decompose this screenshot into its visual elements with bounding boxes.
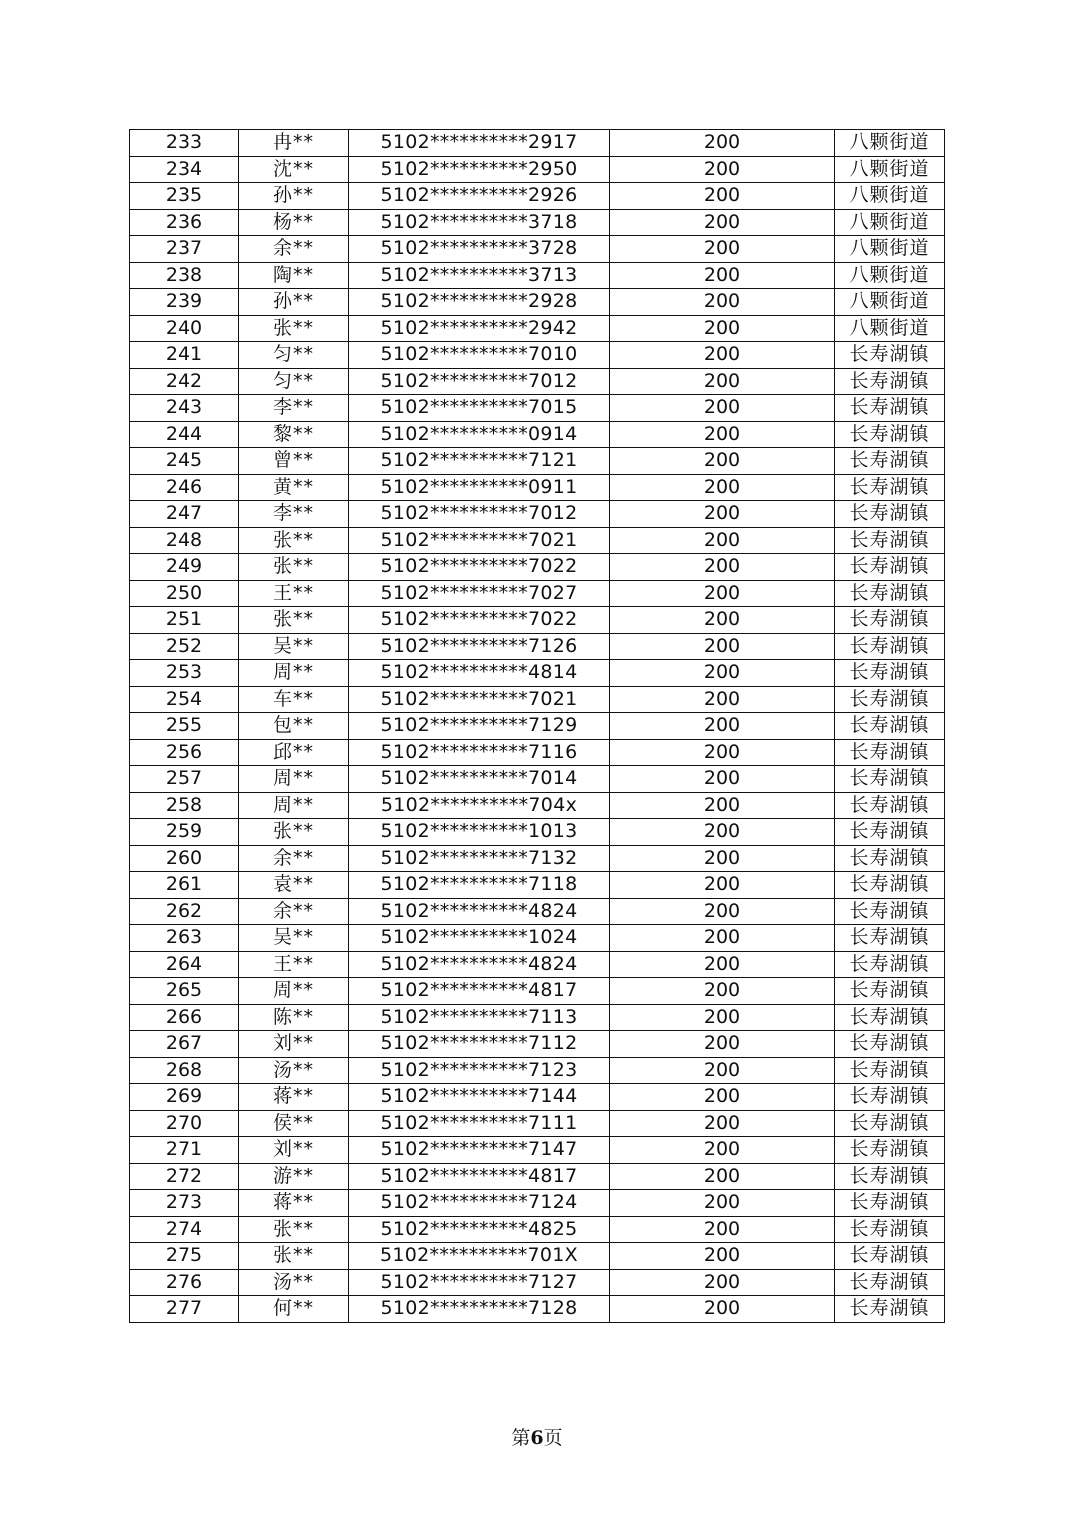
town-cell: 八颗街道 xyxy=(835,262,945,289)
id-number-cell: 5102**********2950 xyxy=(349,156,610,183)
amount-cell: 200 xyxy=(610,315,835,342)
id-number-cell: 5102**********7012 xyxy=(349,501,610,528)
id-number-cell: 5102**********4817 xyxy=(349,978,610,1005)
table-row xyxy=(130,289,945,316)
table-row xyxy=(130,978,945,1005)
serial-cell: 270 xyxy=(130,1110,239,1137)
town-cell: 长寿湖镇 xyxy=(835,633,945,660)
serial-cell: 271 xyxy=(130,1137,239,1164)
table-row xyxy=(130,527,945,554)
name-cell: 匀** xyxy=(239,342,349,369)
id-number-cell: 5102**********7022 xyxy=(349,607,610,634)
table-row xyxy=(130,660,945,687)
town-cell: 八颗街道 xyxy=(835,156,945,183)
table-row xyxy=(130,1084,945,1111)
serial-cell: 258 xyxy=(130,792,239,819)
table-row xyxy=(130,792,945,819)
id-number-cell: 5102**********2917 xyxy=(349,130,610,157)
amount-cell: 200 xyxy=(610,236,835,263)
town-cell: 长寿湖镇 xyxy=(835,819,945,846)
id-number-cell: 5102**********7132 xyxy=(349,845,610,872)
id-number-cell: 5102**********7113 xyxy=(349,1004,610,1031)
amount-cell: 200 xyxy=(610,898,835,925)
name-cell: 周** xyxy=(239,660,349,687)
serial-cell: 273 xyxy=(130,1190,239,1217)
amount-cell: 200 xyxy=(610,1057,835,1084)
serial-cell: 233 xyxy=(130,130,239,157)
serial-cell: 259 xyxy=(130,819,239,846)
name-cell: 包** xyxy=(239,713,349,740)
name-cell: 张** xyxy=(239,315,349,342)
serial-cell: 240 xyxy=(130,315,239,342)
amount-cell: 200 xyxy=(610,1137,835,1164)
name-cell: 游** xyxy=(239,1163,349,1190)
id-number-cell: 5102**********7126 xyxy=(349,633,610,660)
serial-cell: 247 xyxy=(130,501,239,528)
name-cell: 蒋** xyxy=(239,1190,349,1217)
serial-cell: 272 xyxy=(130,1163,239,1190)
id-number-cell: 5102**********7116 xyxy=(349,739,610,766)
name-cell: 余** xyxy=(239,236,349,263)
amount-cell: 200 xyxy=(610,262,835,289)
serial-cell: 262 xyxy=(130,898,239,925)
town-cell: 长寿湖镇 xyxy=(835,421,945,448)
town-cell: 长寿湖镇 xyxy=(835,872,945,899)
serial-cell: 245 xyxy=(130,448,239,475)
town-cell: 长寿湖镇 xyxy=(835,1057,945,1084)
id-number-cell: 5102**********7129 xyxy=(349,713,610,740)
name-cell: 王** xyxy=(239,951,349,978)
town-cell: 长寿湖镇 xyxy=(835,1163,945,1190)
id-number-cell: 5102**********7127 xyxy=(349,1269,610,1296)
serial-cell: 265 xyxy=(130,978,239,1005)
amount-cell: 200 xyxy=(610,395,835,422)
town-cell: 长寿湖镇 xyxy=(835,448,945,475)
serial-cell: 268 xyxy=(130,1057,239,1084)
id-number-cell: 5102**********3713 xyxy=(349,262,610,289)
serial-cell: 254 xyxy=(130,686,239,713)
table-row xyxy=(130,1296,945,1323)
serial-cell: 236 xyxy=(130,209,239,236)
town-cell: 长寿湖镇 xyxy=(835,554,945,581)
table-row xyxy=(130,1216,945,1243)
id-number-cell: 5102**********7021 xyxy=(349,686,610,713)
town-cell: 长寿湖镇 xyxy=(835,660,945,687)
town-cell: 长寿湖镇 xyxy=(835,1190,945,1217)
table-row xyxy=(130,633,945,660)
town-cell: 八颗街道 xyxy=(835,130,945,157)
town-cell: 长寿湖镇 xyxy=(835,713,945,740)
town-cell: 长寿湖镇 xyxy=(835,766,945,793)
name-cell: 汤** xyxy=(239,1057,349,1084)
name-cell: 吴** xyxy=(239,633,349,660)
table-row xyxy=(130,580,945,607)
name-cell: 刘** xyxy=(239,1137,349,1164)
name-cell: 吴** xyxy=(239,925,349,952)
amount-cell: 200 xyxy=(610,978,835,1005)
serial-cell: 237 xyxy=(130,236,239,263)
name-cell: 刘** xyxy=(239,1031,349,1058)
id-number-cell: 5102**********7021 xyxy=(349,527,610,554)
table-row xyxy=(130,315,945,342)
id-number-cell: 5102**********4824 xyxy=(349,898,610,925)
serial-cell: 248 xyxy=(130,527,239,554)
serial-cell: 249 xyxy=(130,554,239,581)
table-row xyxy=(130,872,945,899)
name-cell: 李** xyxy=(239,501,349,528)
town-cell: 长寿湖镇 xyxy=(835,951,945,978)
serial-cell: 267 xyxy=(130,1031,239,1058)
amount-cell: 200 xyxy=(610,1004,835,1031)
name-cell: 黎** xyxy=(239,421,349,448)
id-number-cell: 5102**********4814 xyxy=(349,660,610,687)
town-cell: 长寿湖镇 xyxy=(835,898,945,925)
id-number-cell: 5102**********2928 xyxy=(349,289,610,316)
amount-cell: 200 xyxy=(610,130,835,157)
name-cell: 沈** xyxy=(239,156,349,183)
id-number-cell: 5102**********3728 xyxy=(349,236,610,263)
town-cell: 长寿湖镇 xyxy=(835,501,945,528)
serial-cell: 274 xyxy=(130,1216,239,1243)
serial-cell: 246 xyxy=(130,474,239,501)
serial-cell: 266 xyxy=(130,1004,239,1031)
roster-table xyxy=(129,129,945,1323)
town-cell: 长寿湖镇 xyxy=(835,1137,945,1164)
town-cell: 长寿湖镇 xyxy=(835,395,945,422)
town-cell: 八颗街道 xyxy=(835,236,945,263)
town-cell: 长寿湖镇 xyxy=(835,925,945,952)
name-cell: 孙** xyxy=(239,289,349,316)
town-cell: 长寿湖镇 xyxy=(835,1004,945,1031)
town-cell: 长寿湖镇 xyxy=(835,978,945,1005)
serial-cell: 276 xyxy=(130,1269,239,1296)
id-number-cell: 5102**********7111 xyxy=(349,1110,610,1137)
name-cell: 侯** xyxy=(239,1110,349,1137)
table-row xyxy=(130,607,945,634)
town-cell: 长寿湖镇 xyxy=(835,1269,945,1296)
table-row xyxy=(130,1269,945,1296)
name-cell: 李** xyxy=(239,395,349,422)
amount-cell: 200 xyxy=(610,766,835,793)
id-number-cell: 5102**********7144 xyxy=(349,1084,610,1111)
amount-cell: 200 xyxy=(610,1084,835,1111)
town-cell: 长寿湖镇 xyxy=(835,368,945,395)
table-row xyxy=(130,209,945,236)
name-cell: 张** xyxy=(239,607,349,634)
amount-cell: 200 xyxy=(610,660,835,687)
name-cell: 蒋** xyxy=(239,1084,349,1111)
amount-cell: 200 xyxy=(610,1031,835,1058)
amount-cell: 200 xyxy=(610,554,835,581)
table-row xyxy=(130,554,945,581)
id-number-cell: 5102**********701X xyxy=(349,1243,610,1270)
town-cell: 长寿湖镇 xyxy=(835,527,945,554)
table-row xyxy=(130,448,945,475)
name-cell: 王** xyxy=(239,580,349,607)
serial-cell: 244 xyxy=(130,421,239,448)
id-number-cell: 5102**********7124 xyxy=(349,1190,610,1217)
id-number-cell: 5102**********7147 xyxy=(349,1137,610,1164)
serial-cell: 257 xyxy=(130,766,239,793)
id-number-cell: 5102**********0911 xyxy=(349,474,610,501)
table-row xyxy=(130,1163,945,1190)
id-number-cell: 5102**********1013 xyxy=(349,819,610,846)
table-row xyxy=(130,1137,945,1164)
amount-cell: 200 xyxy=(610,474,835,501)
amount-cell: 200 xyxy=(610,607,835,634)
table-row xyxy=(130,342,945,369)
town-cell: 长寿湖镇 xyxy=(835,739,945,766)
table-row xyxy=(130,368,945,395)
town-cell: 长寿湖镇 xyxy=(835,607,945,634)
serial-cell: 261 xyxy=(130,872,239,899)
name-cell: 车** xyxy=(239,686,349,713)
amount-cell: 200 xyxy=(610,713,835,740)
id-number-cell: 5102**********2942 xyxy=(349,315,610,342)
name-cell: 陶** xyxy=(239,262,349,289)
amount-cell: 200 xyxy=(610,368,835,395)
table-row xyxy=(130,739,945,766)
amount-cell: 200 xyxy=(610,501,835,528)
id-number-cell: 5102**********1024 xyxy=(349,925,610,952)
table-row xyxy=(130,130,945,157)
serial-cell: 269 xyxy=(130,1084,239,1111)
id-number-cell: 5102**********4825 xyxy=(349,1216,610,1243)
serial-cell: 253 xyxy=(130,660,239,687)
name-cell: 邱** xyxy=(239,739,349,766)
id-number-cell: 5102**********2926 xyxy=(349,183,610,210)
serial-cell: 256 xyxy=(130,739,239,766)
amount-cell: 200 xyxy=(610,1243,835,1270)
table-row xyxy=(130,421,945,448)
name-cell: 张** xyxy=(239,554,349,581)
town-cell: 长寿湖镇 xyxy=(835,1031,945,1058)
name-cell: 汤** xyxy=(239,1269,349,1296)
table-row xyxy=(130,1110,945,1137)
id-number-cell: 5102**********4817 xyxy=(349,1163,610,1190)
page-footer-prefix: 第 xyxy=(511,1427,531,1449)
name-cell: 何** xyxy=(239,1296,349,1323)
town-cell: 长寿湖镇 xyxy=(835,1110,945,1137)
amount-cell: 200 xyxy=(610,421,835,448)
serial-cell: 263 xyxy=(130,925,239,952)
id-number-cell: 5102**********0914 xyxy=(349,421,610,448)
town-cell: 长寿湖镇 xyxy=(835,1084,945,1111)
name-cell: 张** xyxy=(239,527,349,554)
name-cell: 曾** xyxy=(239,448,349,475)
name-cell: 黄** xyxy=(239,474,349,501)
name-cell: 张** xyxy=(239,1216,349,1243)
table-row xyxy=(130,766,945,793)
amount-cell: 200 xyxy=(610,1269,835,1296)
id-number-cell: 5102**********7010 xyxy=(349,342,610,369)
id-number-cell: 5102**********7118 xyxy=(349,872,610,899)
serial-cell: 260 xyxy=(130,845,239,872)
name-cell: 匀** xyxy=(239,368,349,395)
table-row xyxy=(130,1057,945,1084)
amount-cell: 200 xyxy=(610,1216,835,1243)
id-number-cell: 5102**********7015 xyxy=(349,395,610,422)
serial-cell: 255 xyxy=(130,713,239,740)
amount-cell: 200 xyxy=(610,633,835,660)
serial-cell: 277 xyxy=(130,1296,239,1323)
amount-cell: 200 xyxy=(610,686,835,713)
amount-cell: 200 xyxy=(610,872,835,899)
table-row xyxy=(130,845,945,872)
table-row xyxy=(130,925,945,952)
table-row xyxy=(130,819,945,846)
table-row xyxy=(130,1190,945,1217)
table-row xyxy=(130,686,945,713)
amount-cell: 200 xyxy=(610,925,835,952)
serial-cell: 275 xyxy=(130,1243,239,1270)
name-cell: 张** xyxy=(239,1243,349,1270)
table-row xyxy=(130,1243,945,1270)
table-row xyxy=(130,713,945,740)
town-cell: 长寿湖镇 xyxy=(835,580,945,607)
amount-cell: 200 xyxy=(610,289,835,316)
amount-cell: 200 xyxy=(610,1296,835,1323)
table-row xyxy=(130,474,945,501)
name-cell: 张** xyxy=(239,819,349,846)
serial-cell: 238 xyxy=(130,262,239,289)
table-row xyxy=(130,236,945,263)
roster-table-body xyxy=(130,130,945,1323)
name-cell: 周** xyxy=(239,766,349,793)
amount-cell: 200 xyxy=(610,448,835,475)
serial-cell: 264 xyxy=(130,951,239,978)
name-cell: 杨** xyxy=(239,209,349,236)
table-row xyxy=(130,183,945,210)
table-row xyxy=(130,1004,945,1031)
amount-cell: 200 xyxy=(610,527,835,554)
table-row xyxy=(130,156,945,183)
amount-cell: 200 xyxy=(610,1163,835,1190)
town-cell: 长寿湖镇 xyxy=(835,1216,945,1243)
id-number-cell: 5102**********7012 xyxy=(349,368,610,395)
town-cell: 八颗街道 xyxy=(835,289,945,316)
table-row xyxy=(130,501,945,528)
serial-cell: 242 xyxy=(130,368,239,395)
town-cell: 长寿湖镇 xyxy=(835,1243,945,1270)
name-cell: 余** xyxy=(239,845,349,872)
town-cell: 长寿湖镇 xyxy=(835,845,945,872)
table-row xyxy=(130,395,945,422)
serial-cell: 239 xyxy=(130,289,239,316)
town-cell: 长寿湖镇 xyxy=(835,474,945,501)
amount-cell: 200 xyxy=(610,951,835,978)
serial-cell: 252 xyxy=(130,633,239,660)
serial-cell: 235 xyxy=(130,183,239,210)
amount-cell: 200 xyxy=(610,1190,835,1217)
name-cell: 周** xyxy=(239,792,349,819)
name-cell: 孙** xyxy=(239,183,349,210)
id-number-cell: 5102**********7121 xyxy=(349,448,610,475)
amount-cell: 200 xyxy=(610,183,835,210)
serial-cell: 234 xyxy=(130,156,239,183)
table-row xyxy=(130,262,945,289)
town-cell: 长寿湖镇 xyxy=(835,686,945,713)
amount-cell: 200 xyxy=(610,156,835,183)
amount-cell: 200 xyxy=(610,819,835,846)
amount-cell: 200 xyxy=(610,580,835,607)
name-cell: 周** xyxy=(239,978,349,1005)
town-cell: 八颗街道 xyxy=(835,183,945,210)
name-cell: 冉** xyxy=(239,130,349,157)
id-number-cell: 5102**********7128 xyxy=(349,1296,610,1323)
serial-cell: 250 xyxy=(130,580,239,607)
amount-cell: 200 xyxy=(610,209,835,236)
town-cell: 八颗街道 xyxy=(835,209,945,236)
town-cell: 长寿湖镇 xyxy=(835,1296,945,1323)
town-cell: 长寿湖镇 xyxy=(835,342,945,369)
table-row xyxy=(130,951,945,978)
serial-cell: 243 xyxy=(130,395,239,422)
name-cell: 余** xyxy=(239,898,349,925)
page-footer xyxy=(0,1426,1074,1450)
serial-cell: 251 xyxy=(130,607,239,634)
amount-cell: 200 xyxy=(610,342,835,369)
id-number-cell: 5102**********7014 xyxy=(349,766,610,793)
table-row xyxy=(130,898,945,925)
name-cell: 陈** xyxy=(239,1004,349,1031)
amount-cell: 200 xyxy=(610,739,835,766)
id-number-cell: 5102**********4824 xyxy=(349,951,610,978)
amount-cell: 200 xyxy=(610,845,835,872)
id-number-cell: 5102**********7027 xyxy=(349,580,610,607)
town-cell: 长寿湖镇 xyxy=(835,792,945,819)
id-number-cell: 5102**********7112 xyxy=(349,1031,610,1058)
id-number-cell: 5102**********704x xyxy=(349,792,610,819)
table-row xyxy=(130,1031,945,1058)
page-number: 6 xyxy=(530,1427,544,1449)
id-number-cell: 5102**********3718 xyxy=(349,209,610,236)
id-number-cell: 5102**********7123 xyxy=(349,1057,610,1084)
page-footer-suffix: 页 xyxy=(543,1427,563,1449)
serial-cell: 241 xyxy=(130,342,239,369)
town-cell: 八颗街道 xyxy=(835,315,945,342)
amount-cell: 200 xyxy=(610,792,835,819)
name-cell: 袁** xyxy=(239,872,349,899)
id-number-cell: 5102**********7022 xyxy=(349,554,610,581)
amount-cell: 200 xyxy=(610,1110,835,1137)
